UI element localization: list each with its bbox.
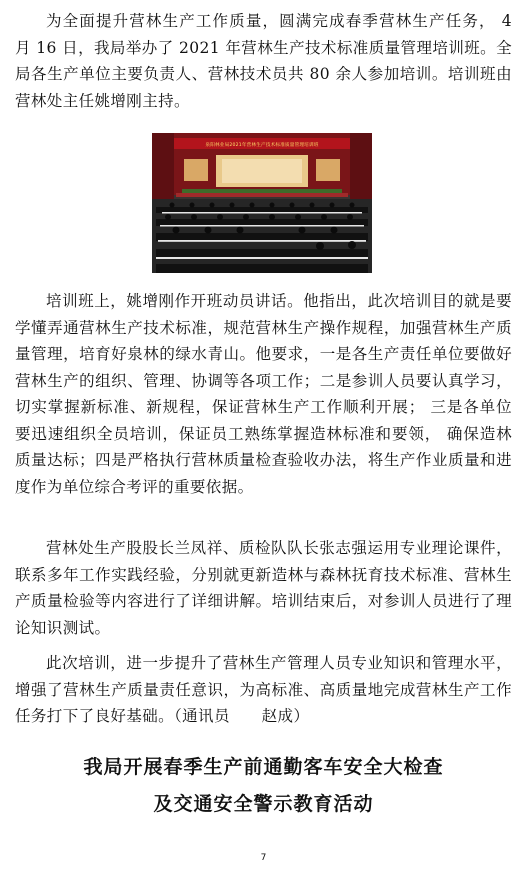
paragraph-lecture-details: 营林处生产股股长兰凤祥、质检队队长张志强运用专业理论课件，联系多年工作实践经验，分别就更新造林与森林抚育技术标准、营林生产质量检验等内容进行了详细讲解。培训结束后，对参训人员进行了理论知识测试。 xyxy=(15,539,512,637)
article-heading-line-2: 及交通安全警示教育活动 xyxy=(153,793,374,815)
paragraph-opening-speech: 培训班上，姚增刚作开班动员讲话。他指出，此次培训目的就是要学懂弄通营林生产技术标准，规范营林生产操作规程，加强营林生产质量管理，培育好泉林的绿水青山。他要求，一是各生产责任单位要做好营林生产的组织、管理、协调等各项工作；二是参训人员要认真学习，切实掌握新标准、新规程，保证营林生产工作顺利开展； 三是各单位要迅速组织全员培训，保证员工熟练掌握造林标准和要领， 确保造林质量达标；四是严格执行营林质量检查验收办法，将生产作业质量和进度作为单位综合考评的重要依据。 xyxy=(15,292,512,496)
photo-banner-text: 泉阳林业局2021年营林生产技术标准质量管理培训班 xyxy=(205,143,319,148)
paragraph-conclusion: 此次培训，进一步提升了营林生产管理人员专业知识和管理水平，增强了营林生产质量责任意识，为高标准、高质量地完成营林生产工作任务打下了良好基础。（通讯员 赵成） xyxy=(15,654,512,725)
paragraph-training-intro: 为全面提升营林生产工作质量，圆满完成春季营林生产任务， 4 月 16 日，我局举办了 2021 年营林生产技术标准质量管理培训班。全局各生产单位主要负责人、营林技术员共 80 余人参加培训。培训班由营林处主任姚增刚主持。 xyxy=(15,12,512,110)
article-heading-line-1: 我局开展春季生产前通勤客车安全大检查 xyxy=(83,756,444,778)
meeting-hall-illustration xyxy=(152,133,372,273)
training-meeting-photo xyxy=(152,133,372,273)
page-number: 7 xyxy=(260,853,267,863)
